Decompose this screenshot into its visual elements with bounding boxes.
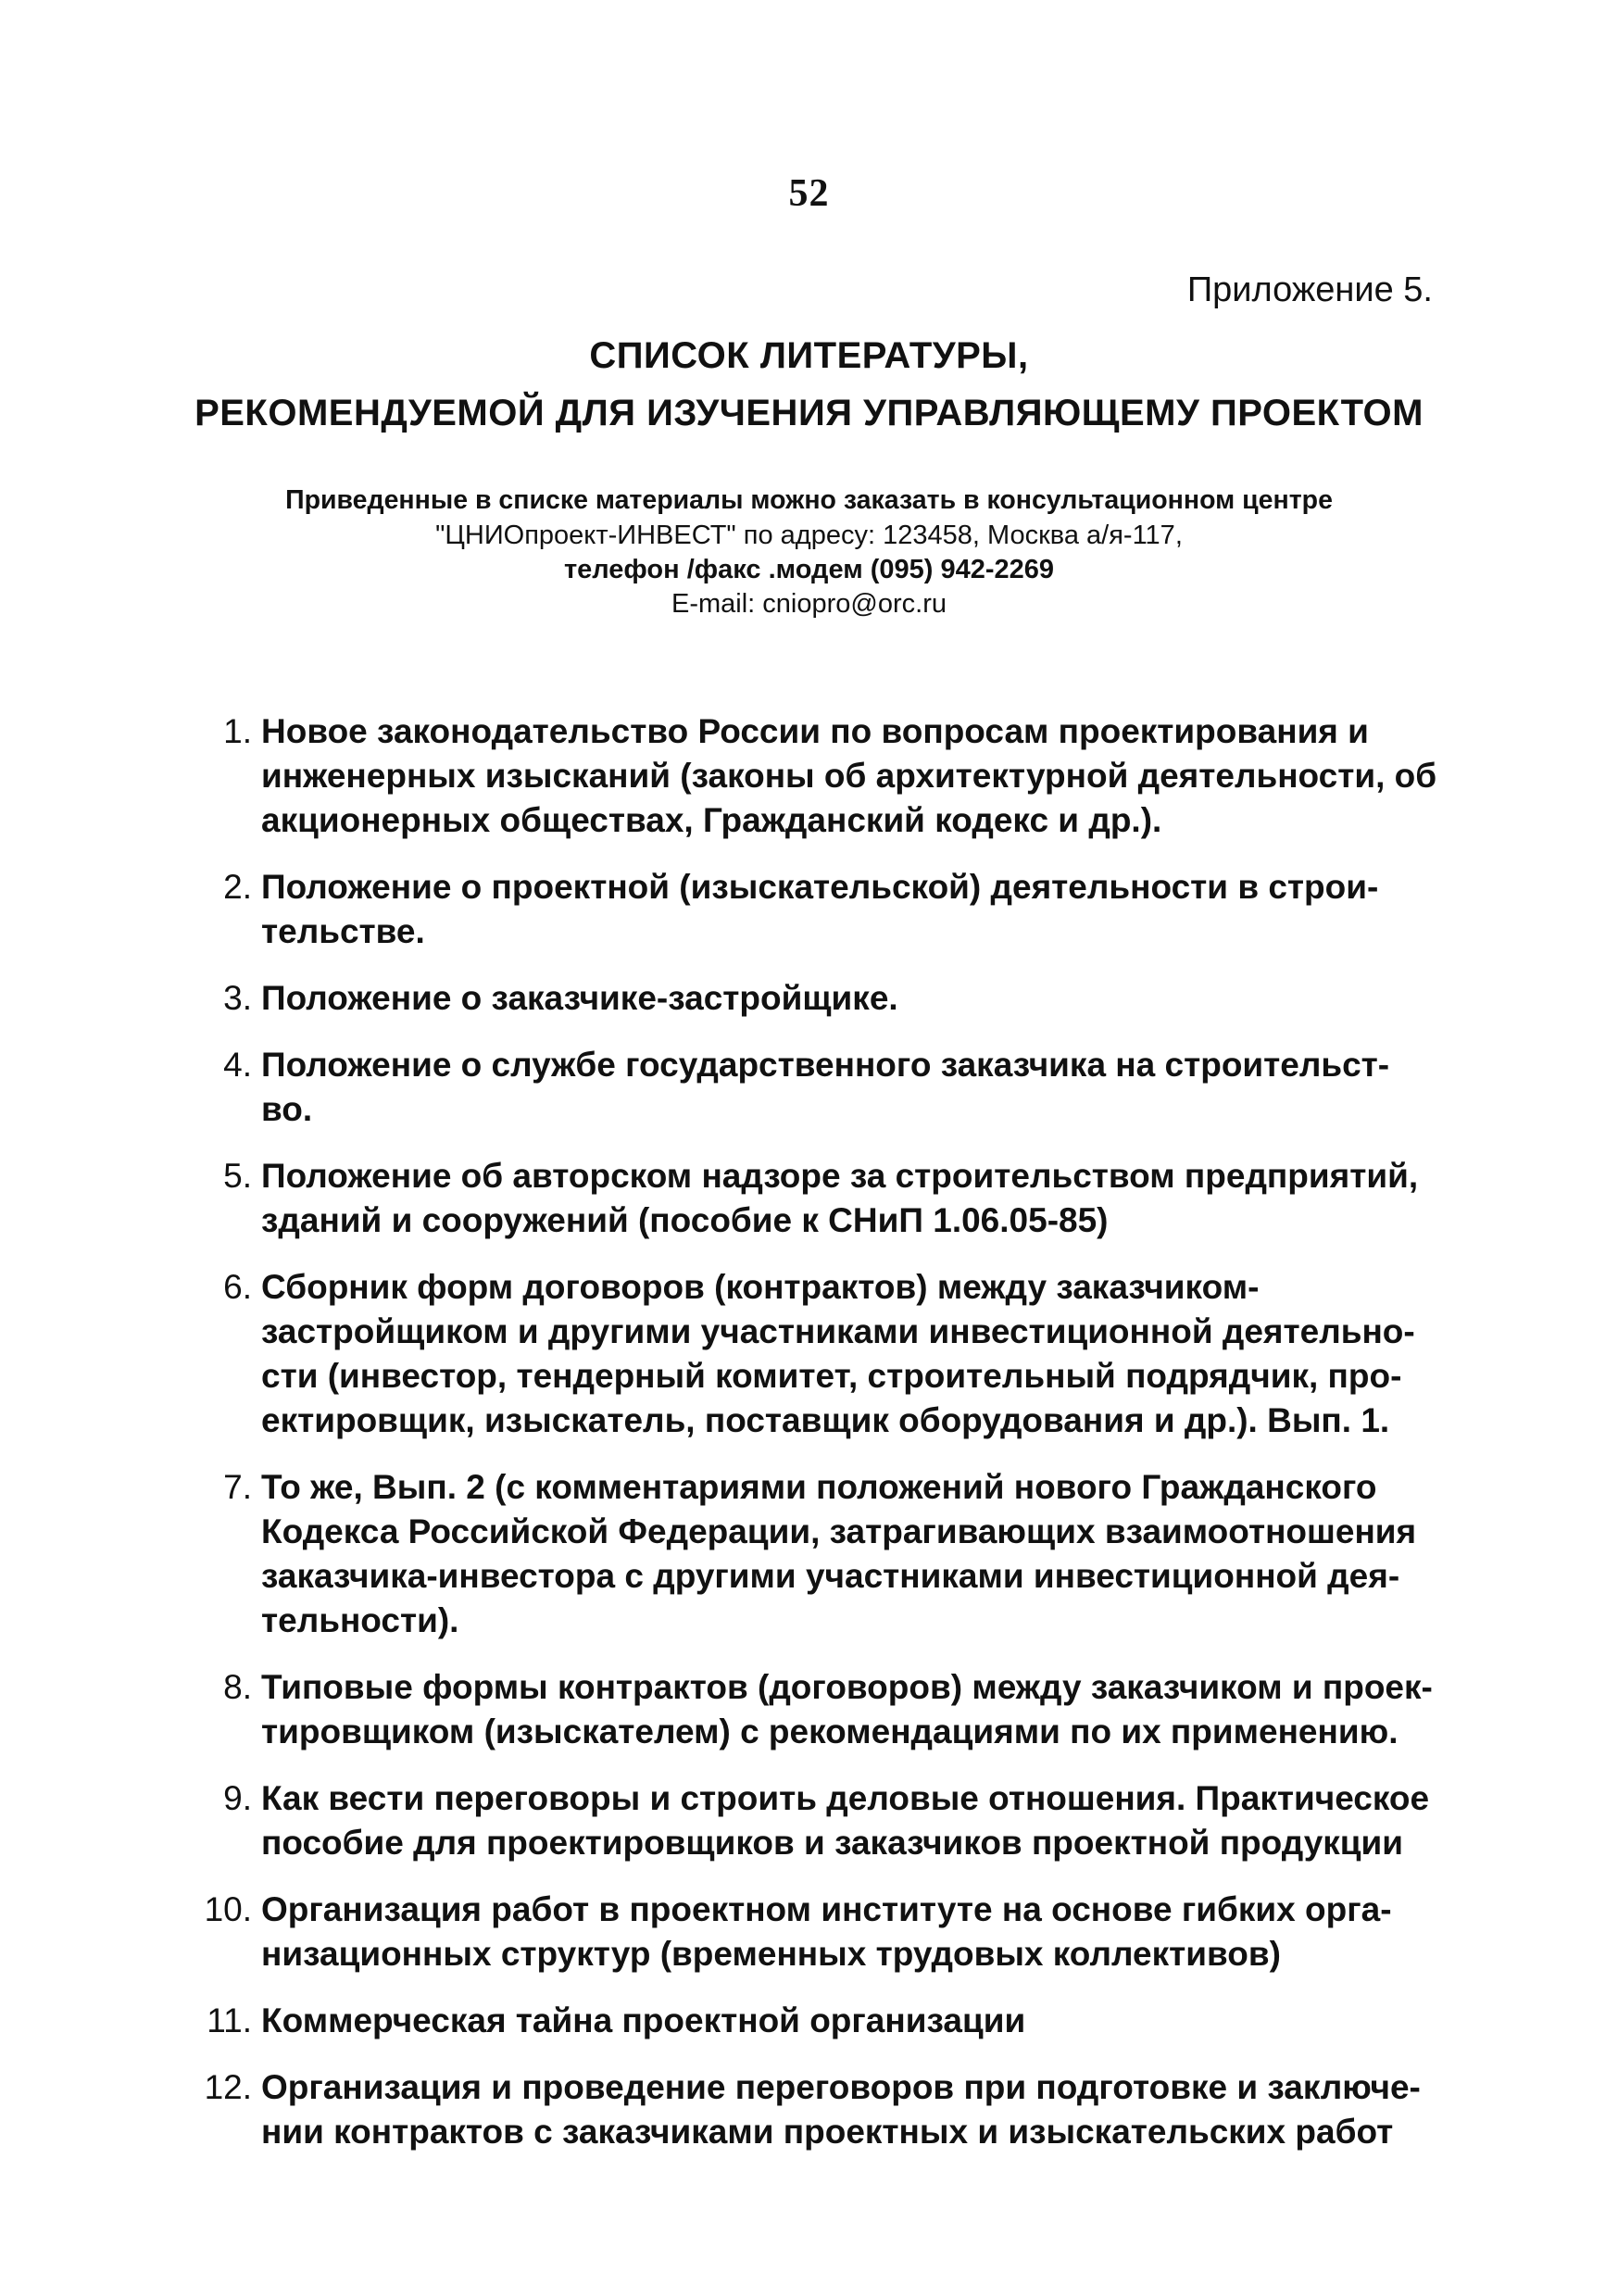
reference-text-line: Коммерческая тайна проектной организации xyxy=(261,2001,1026,2039)
document-title-line-2: РЕКОМЕНДУЕМОЙ ДЛЯ ИЗУЧЕНИЯ УПРАВЛЯЮЩЕМУ ПРОЕКТОМ xyxy=(194,393,1424,433)
reference-item xyxy=(194,1665,1436,1754)
reference-text-line: Типовые формы контрактов (договоров) между заказчиком и проек- xyxy=(261,1668,1433,1706)
order-note-line-3: телефон /факс .модем (095) 942-2269 xyxy=(563,555,1055,584)
reference-text-line: заказчика-инвестора с другими участниками инвестиционной дея- xyxy=(261,1557,1400,1595)
reference-number: 11. xyxy=(207,2001,252,2039)
reference-text-line: То же, Вып. 2 (с комментариями положений нового Гражданского xyxy=(261,1468,1377,1506)
order-note-email: E-mail: cniopro@orc.ru xyxy=(671,589,947,619)
order-note-line-2: "ЦНИОпроект-ИНВЕСТ" по адресу: 123458, Москва а/я-117, xyxy=(435,521,1183,550)
reference-item xyxy=(194,2065,1436,2154)
reference-text-line: тельности). xyxy=(261,1601,459,1639)
reference-text-line: инженерных изысканий (законы об архитектурной деятельности, об xyxy=(261,757,1437,795)
reference-text-line: Как вести переговоры и строить деловые отношения. Практическое xyxy=(261,1779,1430,1817)
reference-item xyxy=(194,1999,1436,2043)
reference-text-line: Новое законодательство России по вопросам проектирования и xyxy=(261,712,1369,750)
reference-text-line: во. xyxy=(261,1090,313,1128)
reference-number: 6. xyxy=(223,1268,252,1306)
reference-item xyxy=(194,1888,1436,1976)
reference-text-line: Положение о службе государственного заказчика на строительст- xyxy=(261,1046,1390,1084)
reference-text-line: Положение о проектной (изыскательской) деятельности в строи- xyxy=(261,868,1379,906)
reference-item xyxy=(194,1465,1436,1643)
reference-text-line: Положение о заказчике-застройщике. xyxy=(261,979,898,1017)
reference-text xyxy=(261,709,1436,843)
reference-text-line: ектировщик, изыскатель, поставщик оборудования и др.). Вып. 1. xyxy=(261,1401,1390,1439)
reference-number: 10. xyxy=(204,1890,252,1928)
reference-item xyxy=(194,1265,1436,1443)
reference-text xyxy=(261,1888,1436,1976)
reference-text xyxy=(261,2065,1436,2154)
reference-text-line: Кодекса Российской Федерации, затрагивающих взаимоотношения xyxy=(261,1512,1417,1550)
reference-number: 12. xyxy=(204,2068,252,2106)
reference-item xyxy=(194,1043,1436,1132)
reference-number: 4. xyxy=(223,1046,252,1084)
reference-list xyxy=(194,687,1436,2154)
reference-text xyxy=(261,1265,1436,1443)
reference-text-line: акционерных обществах, Гражданский кодекс и др.). xyxy=(261,801,1162,839)
reference-item xyxy=(194,976,1436,1021)
reference-text-line: нии контрактов с заказчиками проектных и изыскательских работ xyxy=(261,2113,1394,2151)
reference-number: 5. xyxy=(223,1157,252,1195)
reference-text xyxy=(261,1154,1436,1243)
reference-text-line: зданий и сооружений (пособие к СНиП 1.06.05-85) xyxy=(261,1201,1109,1239)
reference-text-line: тировщиком (изыскателем) с рекомендациями по их применению. xyxy=(261,1713,1399,1750)
page-number: 52 xyxy=(788,172,830,215)
reference-text-line: сти (инвестор, тендерный комитет, строительный подрядчик, про- xyxy=(261,1357,1402,1395)
reference-text xyxy=(261,1999,1436,2043)
reference-item xyxy=(194,709,1436,843)
appendix-label: Приложение 5. xyxy=(1186,270,1433,309)
reference-text-line: Организация работ в проектном институте на основе гибких орга- xyxy=(261,1890,1392,1928)
reference-text xyxy=(261,1043,1436,1132)
reference-text-line: застройщиком и другими участниками инвестиционной деятельно- xyxy=(261,1312,1415,1350)
reference-number: 1. xyxy=(223,712,252,750)
reference-text-line: Организация и проведение переговоров при подготовке и заключе- xyxy=(261,2068,1421,2106)
reference-text xyxy=(261,976,1436,1021)
reference-text-line: Положение об авторском надзоре за строительством предприятий, xyxy=(261,1157,1419,1195)
reference-text-line: пособие для проектировщиков и заказчиков проектной продукции xyxy=(261,1824,1404,1862)
reference-item xyxy=(194,1776,1436,1865)
reference-text-line: низационных структур (временных трудовых коллективов) xyxy=(261,1935,1281,1973)
reference-text xyxy=(261,1665,1436,1754)
reference-number: 8. xyxy=(223,1668,252,1706)
reference-number: 7. xyxy=(223,1468,252,1506)
document-title-line-1: СПИСОК ЛИТЕРАТУРЫ, xyxy=(589,335,1029,376)
reference-text xyxy=(261,865,1436,954)
reference-text-line: тельстве. xyxy=(261,912,425,950)
reference-number: 2. xyxy=(223,868,252,906)
reference-number: 3. xyxy=(223,979,252,1017)
reference-text xyxy=(261,1776,1436,1865)
reference-number: 9. xyxy=(223,1779,252,1817)
reference-item xyxy=(194,865,1436,954)
reference-item xyxy=(194,1154,1436,1243)
reference-text-line: Сборник форм договоров (контрактов) между заказчиком- xyxy=(261,1268,1260,1306)
reference-text xyxy=(261,1465,1436,1643)
order-note-line-1: Приведенные в списке материалы можно заказать в консультационном центре xyxy=(285,485,1333,515)
